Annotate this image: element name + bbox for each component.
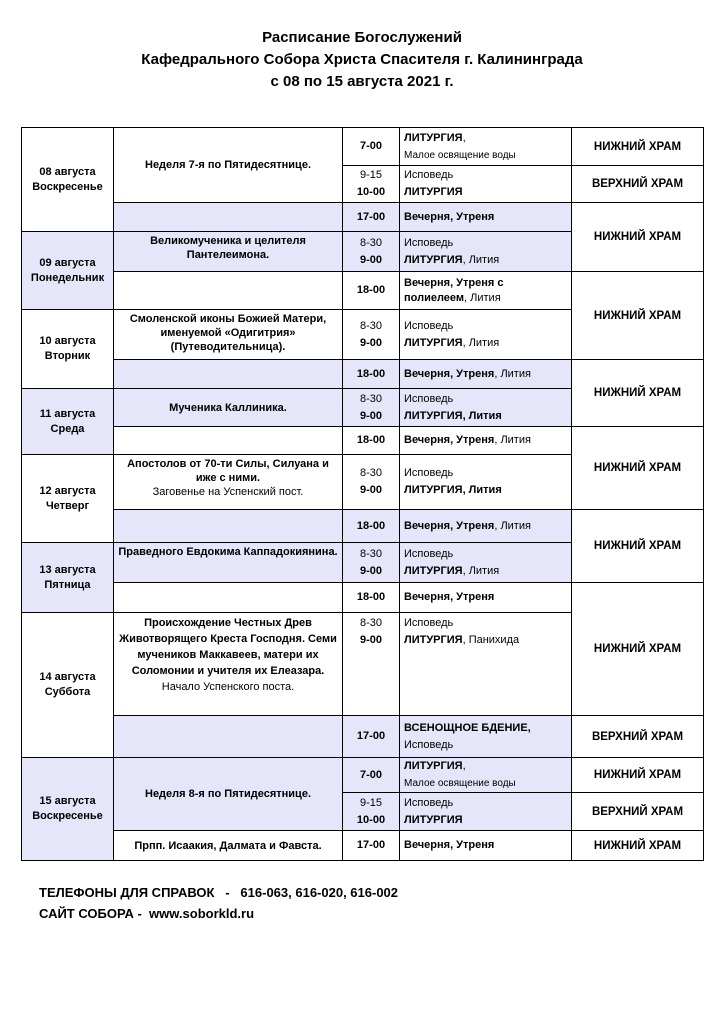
hall-cell: ВЕРХНИЙ ХРАМ: [572, 716, 704, 758]
time-cell: 8-30 9-00: [343, 389, 400, 427]
table-row: [22, 427, 704, 455]
date-cell: 09 августа Понедельник: [22, 232, 114, 310]
date-cell: 11 августа Среда: [22, 389, 114, 455]
time-cell: 9-15 10-00: [343, 166, 400, 203]
feast-cell: Неделя 7-я по Пятидесятнице.: [114, 128, 343, 203]
service-cell: ЛИТУРГИЯ, Малое освящение воды: [400, 128, 572, 166]
service-cell: Вечерня, Утреня, Лития: [400, 510, 572, 543]
date-cell: 08 августа Воскресенье: [22, 128, 114, 232]
time-cell: 18-00: [343, 510, 400, 543]
date-cell: 14 августа Суббота: [22, 613, 114, 758]
service-cell: ВСЕНОЩНОЕ БДЕНИЕ, Исповедь: [400, 716, 572, 758]
time-cell: 18-00: [343, 583, 400, 613]
service-cell: Исповедь ЛИТУРГИЯ, Лития: [400, 389, 572, 427]
feast-cell: Мученика Каллиника.: [114, 389, 343, 427]
feast-cell: Происхождение Честных Древ Животворящего Креста Господня. Семи мучеников Маккавеев, матери их Соломонии и учителя их Елеазара. Начало Успенского поста.: [114, 613, 343, 716]
time-cell: 18-00: [343, 427, 400, 455]
time-cell: 8-30 9-00: [343, 543, 400, 583]
feast-cell: Великомученика и целителя Пантелеимона.: [114, 232, 343, 272]
time-cell: 7-00: [343, 128, 400, 166]
hall-cell: НИЖНИЙ ХРАМ: [572, 510, 704, 583]
service-cell: Вечерня, Утреня, Лития: [400, 427, 572, 455]
feast-cell: Прпп. Исаакия, Далмата и Фавста.: [114, 831, 343, 861]
empty-cell: [114, 360, 343, 389]
service-cell: Вечерня, Утреня, Лития: [400, 360, 572, 389]
table-row: [22, 758, 704, 793]
date-range: с 08 по 15 августа 2021 г.: [270, 73, 454, 90]
time-cell: 8-30 9-00: [343, 455, 400, 510]
service-cell: Исповедь ЛИТУРГИЯ, Лития: [400, 310, 572, 360]
hall-cell: ВЕРХНИЙ ХРАМ: [572, 166, 704, 203]
table-row: [22, 583, 704, 613]
service-cell: Исповедь ЛИТУРГИЯ, Лития: [400, 543, 572, 583]
feast-cell: Смоленской иконы Божией Матери, именуемой «Одигитрия» (Путеводительница).: [114, 310, 343, 360]
schedule-table: [21, 127, 704, 861]
table-row: [22, 360, 704, 389]
cathedral-name: Кафедрального Собора Христа Спасителя г. Калининграда: [141, 51, 583, 68]
time-cell: 17-00: [343, 203, 400, 232]
feast-cell: Неделя 8-я по Пятидесятнице.: [114, 758, 343, 831]
empty-cell: [114, 510, 343, 543]
hall-cell: НИЖНИЙ ХРАМ: [572, 583, 704, 716]
time-cell: 8-30 9-00: [343, 613, 400, 716]
time-cell: 17-00: [343, 716, 400, 758]
service-cell: Вечерня, Утреня: [400, 831, 572, 861]
empty-cell: [114, 427, 343, 455]
hall-cell: НИЖНИЙ ХРАМ: [572, 831, 704, 861]
table-row: [22, 716, 704, 758]
service-cell: Вечерня, Утреня: [400, 583, 572, 613]
hall-cell: НИЖНИЙ ХРАМ: [572, 758, 704, 793]
service-cell: Вечерня, Утреня: [400, 203, 572, 232]
service-cell: Вечерня, Утреня с полиелеем, Лития: [400, 272, 572, 310]
date-cell: 15 августа Воскресенье: [22, 758, 114, 861]
service-cell: Исповедь ЛИТУРГИЯ, Лития: [400, 232, 572, 272]
feast-cell: Апостолов от 70-ти Силы, Силуана и иже с ними. Заговенье на Успенский пост.: [114, 455, 343, 510]
phones-line: ТЕЛЕФОНЫ ДЛЯ СПРАВОК - 616-063, 616-020, 616-002: [39, 885, 399, 900]
time-cell: 8-30 9-00: [343, 232, 400, 272]
time-cell: 7-00: [343, 758, 400, 793]
website-line: САЙТ СОБОРА - www.soborkld.ru: [39, 906, 255, 921]
hall-cell: НИЖНИЙ ХРАМ: [572, 128, 704, 166]
time-cell: 9-15 10-00: [343, 793, 400, 831]
table-row: [22, 510, 704, 543]
empty-cell: [114, 203, 343, 232]
empty-cell: [114, 583, 343, 613]
service-cell: Исповедь ЛИТУРГИЯ: [400, 793, 572, 831]
service-cell: ЛИТУРГИЯ, Малое освящение воды: [400, 758, 572, 793]
date-cell: 10 августа Вторник: [22, 310, 114, 389]
empty-cell: [114, 716, 343, 758]
feast-cell: Праведного Евдокима Каппадокиянина.: [114, 543, 343, 583]
date-cell: 13 августа Пятница: [22, 543, 114, 613]
time-cell: 18-00: [343, 272, 400, 310]
hall-cell: ВЕРХНИЙ ХРАМ: [572, 793, 704, 831]
hall-cell: НИЖНИЙ ХРАМ: [572, 272, 704, 360]
schedule-title: Расписание Богослужений: [262, 29, 462, 46]
hall-cell: НИЖНИЙ ХРАМ: [572, 360, 704, 427]
hall-cell: НИЖНИЙ ХРАМ: [572, 203, 704, 272]
table-row: [22, 203, 704, 232]
time-cell: 18-00: [343, 360, 400, 389]
time-cell: 17-00: [343, 831, 400, 861]
table-row: [22, 128, 704, 166]
service-cell: Исповедь ЛИТУРГИЯ, Панихида: [400, 613, 572, 716]
table-row: [22, 831, 704, 861]
hall-cell: НИЖНИЙ ХРАМ: [572, 427, 704, 510]
table-row: [22, 272, 704, 310]
empty-cell: [114, 272, 343, 310]
time-cell: 8-30 9-00: [343, 310, 400, 360]
service-cell: Исповедь ЛИТУРГИЯ, Лития: [400, 455, 572, 510]
date-cell: 12 августа Четверг: [22, 455, 114, 543]
service-cell: Исповедь ЛИТУРГИЯ: [400, 166, 572, 203]
